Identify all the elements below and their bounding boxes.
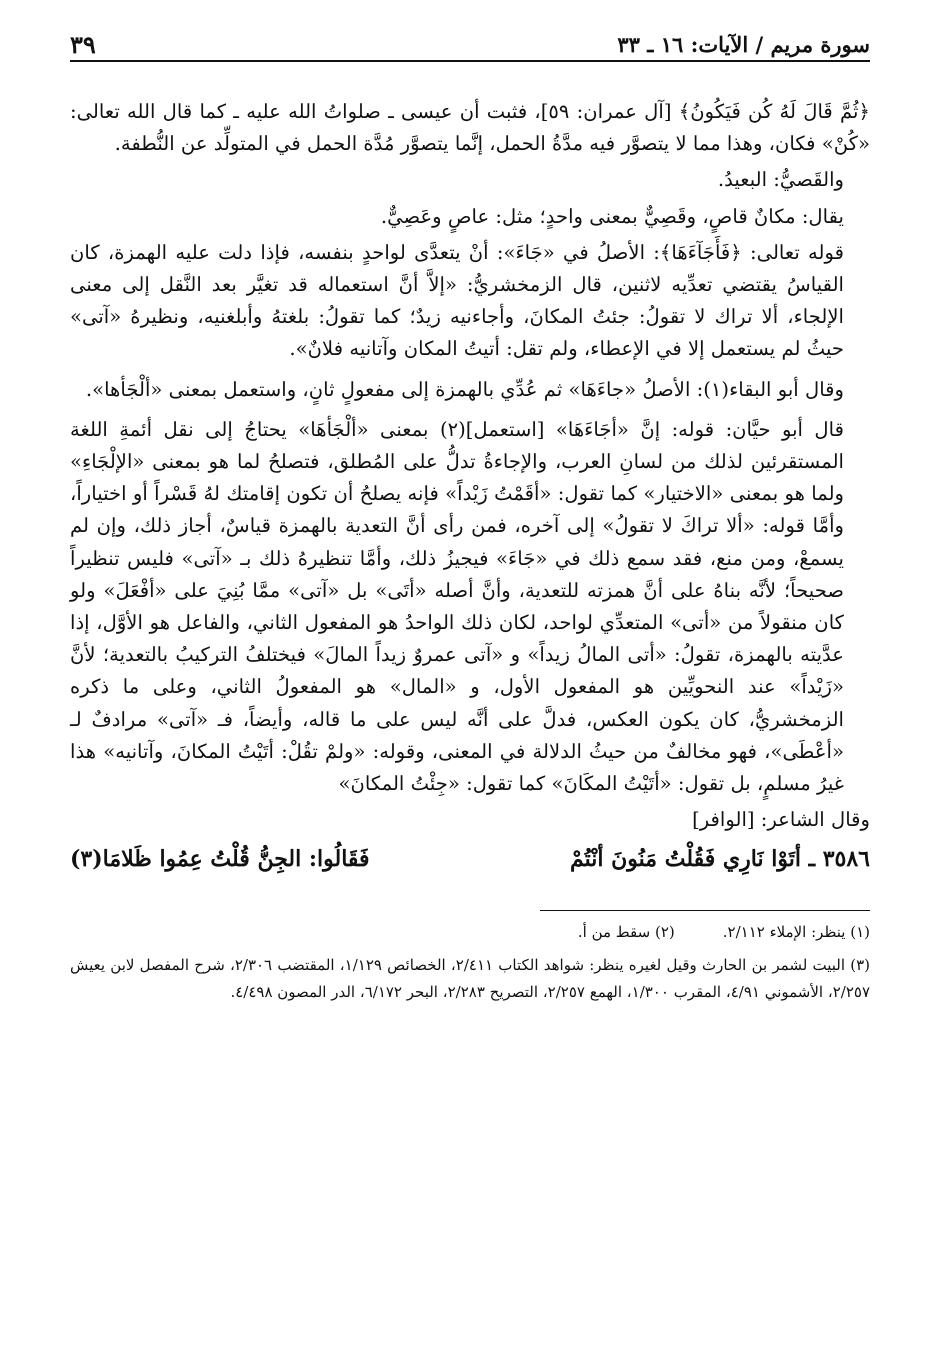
paragraph-3: يقال: مكانٌ قاصٍ، وقَصِيٌّ بمعنى واحدٍ؛ مثل: عاصٍ وعَصِيٌّ. [380, 204, 844, 228]
paragraph-1: ﴿ثُمَّ قَالَ لَهُ كُن فَيَكُونُ﴾ [آل عمران: ٥٩]، فثبت أن عيسى ـ صلواتُ الله عليه ـ كما قال الله تعالى: «كُنْ» فكان، وهذا مما لا يتصوَّر فيه مدَّةُ الحمل، إنَّما يتصوَّر مُدَّة الحمل في المتولِّد عن النُّطفة. [70, 100, 870, 156]
header-rule [70, 60, 870, 62]
main-text [70, 96, 870, 836]
footnote-3: (٣) البيت لشمر بن الحارث وقيل لغيره ينظر: شواهد الكتاب ٢/٤١١، الخصائص ١/١٢٩، المقتضب ٢/٣٠٦، شرح المفصل لابن يعيش ٢/٢٥٧، الأشموني ٤/٩١، المقرب ١/٣٠٠، الهمع ٢/٢٥٧، التصريح ٢/٢٨٣، البحر ٦/١٧٢، الدر المصون ٤/٤٩٨. [70, 956, 871, 1002]
verse-first-hemistich: ٣٥٨٦ ـ أتَوْا نَارِي فَقُلْتُ مَنُونَ أنْتُمْ [569, 846, 870, 873]
paragraph-5: وقال أبو البقاء(١): الأصلُ «جاءَهَا» ثم عُدِّي بالهمزة إلى مفعولٍ ثانٍ، واستعمل بمعنى «ألْجَأها». [85, 377, 844, 401]
paragraph-6: قال أبو حيَّان: قوله: إنَّ «أجَاءَهَا» [استعمل](٢) بمعنى «ألْجَأهَا» يحتاجُ إلى نقل أئمةِ اللغة المستقرئين لذلك من لسانِ العرب، والإجاءةُ تدلُّ على المُطلق، فتصلحُ لما هو بمعنى «الإلْجَاءِ» ولما هو بمعنى «الاختيار» كما تقول: «أقَمْتُ زَيْداً» فإنه يصلحُ أن تكون إقامتك لهُ قَسْراً أو اختياراً، وأمَّا قوله: «ألا تراكَ لا تقولُ» إلى آخره، فمن رأى أنَّ التعدية بالهمزة قياسٌ، أجاز ذلك، وإن لم يسمعْ، ومن منع، فقد سمع ذلك في «جَاءَ» فيجيزُ ذلك، وأمَّا تنظيرهُ ذلك بـ «آتى» فليس تنظيراً صحيحاً؛ لأنَّه بناهُ على أنَّ همزته للتعدية، وأنَّ أصله «أتَى» بل «آتى» ممَّا بُنِيَ على «أفْعَلَ» ولو كان منقولاً من «أتى» المتعدِّي لواحد، لكان ذلك الواحدُ هو المفعول الثاني، والفاعل هو الأوَّل، إذا عدَّيته بالهمزة، تقولُ: «أتى المالُ زيداً» و «آتى عمروٌ زيداً المالَ» فيختلفُ التركيبُ بالتعدية؛ لأنَّ «زَيْداً» عند النحويِّين هو المفعول الأول، و «المال» هو المفعولُ الثاني، وعلى ما ذكره الزمخشريُّ، كان يكون العكس، فدلَّ على أنَّه ليس على ما قاله، وأيضاً، فـ «آتى» مرادفٌ لـ «أعْطَى»، فهو مخالفٌ من حيثُ الدلالة في المعنى، وقوله: «ولمْ تقُلْ: أتَيْتُ المكانَ، وآتانيه» هذا غيرُ مسلمٍ، بل تقول: «أتَيْتُ المكَانَ» كما تقول: «جِئْتُ المكانَ» [70, 417, 845, 796]
poem-verse [70, 842, 870, 876]
footnote-1: (١) ينظر: الإملاء ٢/١١٢. [722, 923, 870, 942]
running-title: سورة مريم / الآيات: ١٦ ـ ٣٣ [611, 32, 870, 57]
footnote-2: (٢) سقط من أ. [577, 923, 675, 942]
footnotes [70, 919, 870, 1006]
footnote-separator [540, 910, 870, 911]
paragraph-7: وقال الشاعر: [الوافر] [692, 808, 870, 832]
paragraph-4: قوله تعالى: ﴿فَأَجَآءَهَا﴾: الأصلُ في «جَاءَ»: أنْ يتعدَّى لواحدٍ بنفسه، فإذا دلت عليه الهمزة، كان القياسُ يقتضي تعدِّيه لاثنين، قال الزمخشريُّ: «إلاَّ أنَّ استعماله قد تغيَّر بعد النَّقل إلى معنى الإلجاء، ألا تراك لا تقولُ: جئتُ المكانَ، وأجاءنيه زيدٌ؛ كما تقولُ: بلغتهُ وأبلغنيه، ونظيرهُ «آتى» حيثُ لم يستعمل إلا في الإعطاء، ولم تقل: أتيتُ المكان وآتانيه فلانٌ». [70, 240, 844, 361]
verse-second-hemistich: فَقَالُوا: الجِنُّ قُلْتُ عِمُوا ظَلامَا(٣) [70, 846, 370, 873]
page-header [70, 28, 870, 70]
page [70, 28, 870, 1006]
footnote-row [70, 919, 870, 946]
page-number: ٣٩ [70, 30, 102, 59]
paragraph-2: والقَصيُّ: البعيدُ. [717, 168, 844, 192]
